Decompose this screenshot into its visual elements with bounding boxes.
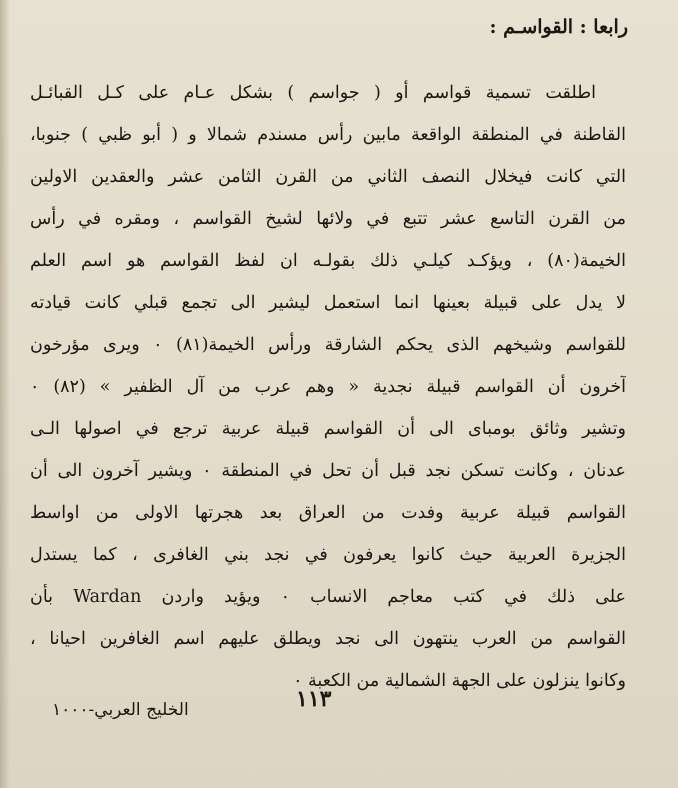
text-line: الخيمة(٨٠) ، ويؤكـد كيلـي ذلك بقولـه ان لفظ القواسم هو اسم العلم bbox=[30, 251, 626, 271]
text-line: القاطنة في المنطقة الواقعة مابين رأس مسندم شمالا و ( أبو ظبي ) جنوبا، bbox=[30, 125, 626, 145]
page-shadow-edge bbox=[0, 0, 10, 788]
text-line: اطلقت تسمية قواسم أو ( جواسم ) بشكل عـام على كـل القبائـل bbox=[30, 83, 596, 103]
text-line: من القرن التاسع عشر تتبع في ولائها لشيخ القواسم ، ومقره في رأس bbox=[30, 209, 626, 229]
text-line: القواسم من العرب ينتهون الى نجد ويطلق عليهم اسم الغافرين احيانا ، bbox=[30, 629, 626, 649]
section-heading: رابعا : القواسـم : bbox=[489, 16, 628, 38]
text-line: وكانوا ينزلون على الجهة الشمالية من الكعبة ٠ bbox=[293, 671, 626, 691]
text-line: وتشير وثائق بومباى الى أن القواسم قبيلة عربية ترجع في اصولها الـى bbox=[30, 419, 626, 439]
text-line: على ذلك في كتب معاجم الانساب ٠ ويؤيد واردن Wardan بأن bbox=[30, 587, 626, 607]
footer-signature-note: الخليج العربي-١٠٠٠ bbox=[52, 700, 189, 720]
page-number: ١١٣ bbox=[296, 686, 332, 712]
text-line: الجزيرة العربية حيث كانوا يعرفون في نجد بني الغافرى ، كما يستدل bbox=[30, 545, 626, 565]
text-line: للقواسم وشيخهم الذى يحكم الشارقة ورأس الخيمة(٨١) ٠ ويرى مؤرخون bbox=[30, 335, 626, 355]
body-paragraph bbox=[30, 72, 626, 702]
text-line: لا يدل على قبيلة بعينها انما استعمل ليشير الى تجمع قبلي كانت قيادته bbox=[30, 293, 626, 313]
text-line: آخرون أن القواسم قبيلة نجدية « وهم عرب من آل الظفير » (٨٢) ٠ bbox=[30, 377, 626, 397]
text-line: التي كانت فيخلال النصف الثاني من القرن الثامن عشر والعقدين الاولين bbox=[30, 167, 626, 187]
text-line: عدنان ، وكانت تسكن نجد قبل أن تحل في المنطقة ٠ ويشير آخرون الى أن bbox=[30, 461, 626, 481]
text-line: القواسم قبيلة عربية وفدت من العراق بعد هجرتها الاولى من اواسط bbox=[30, 503, 626, 523]
